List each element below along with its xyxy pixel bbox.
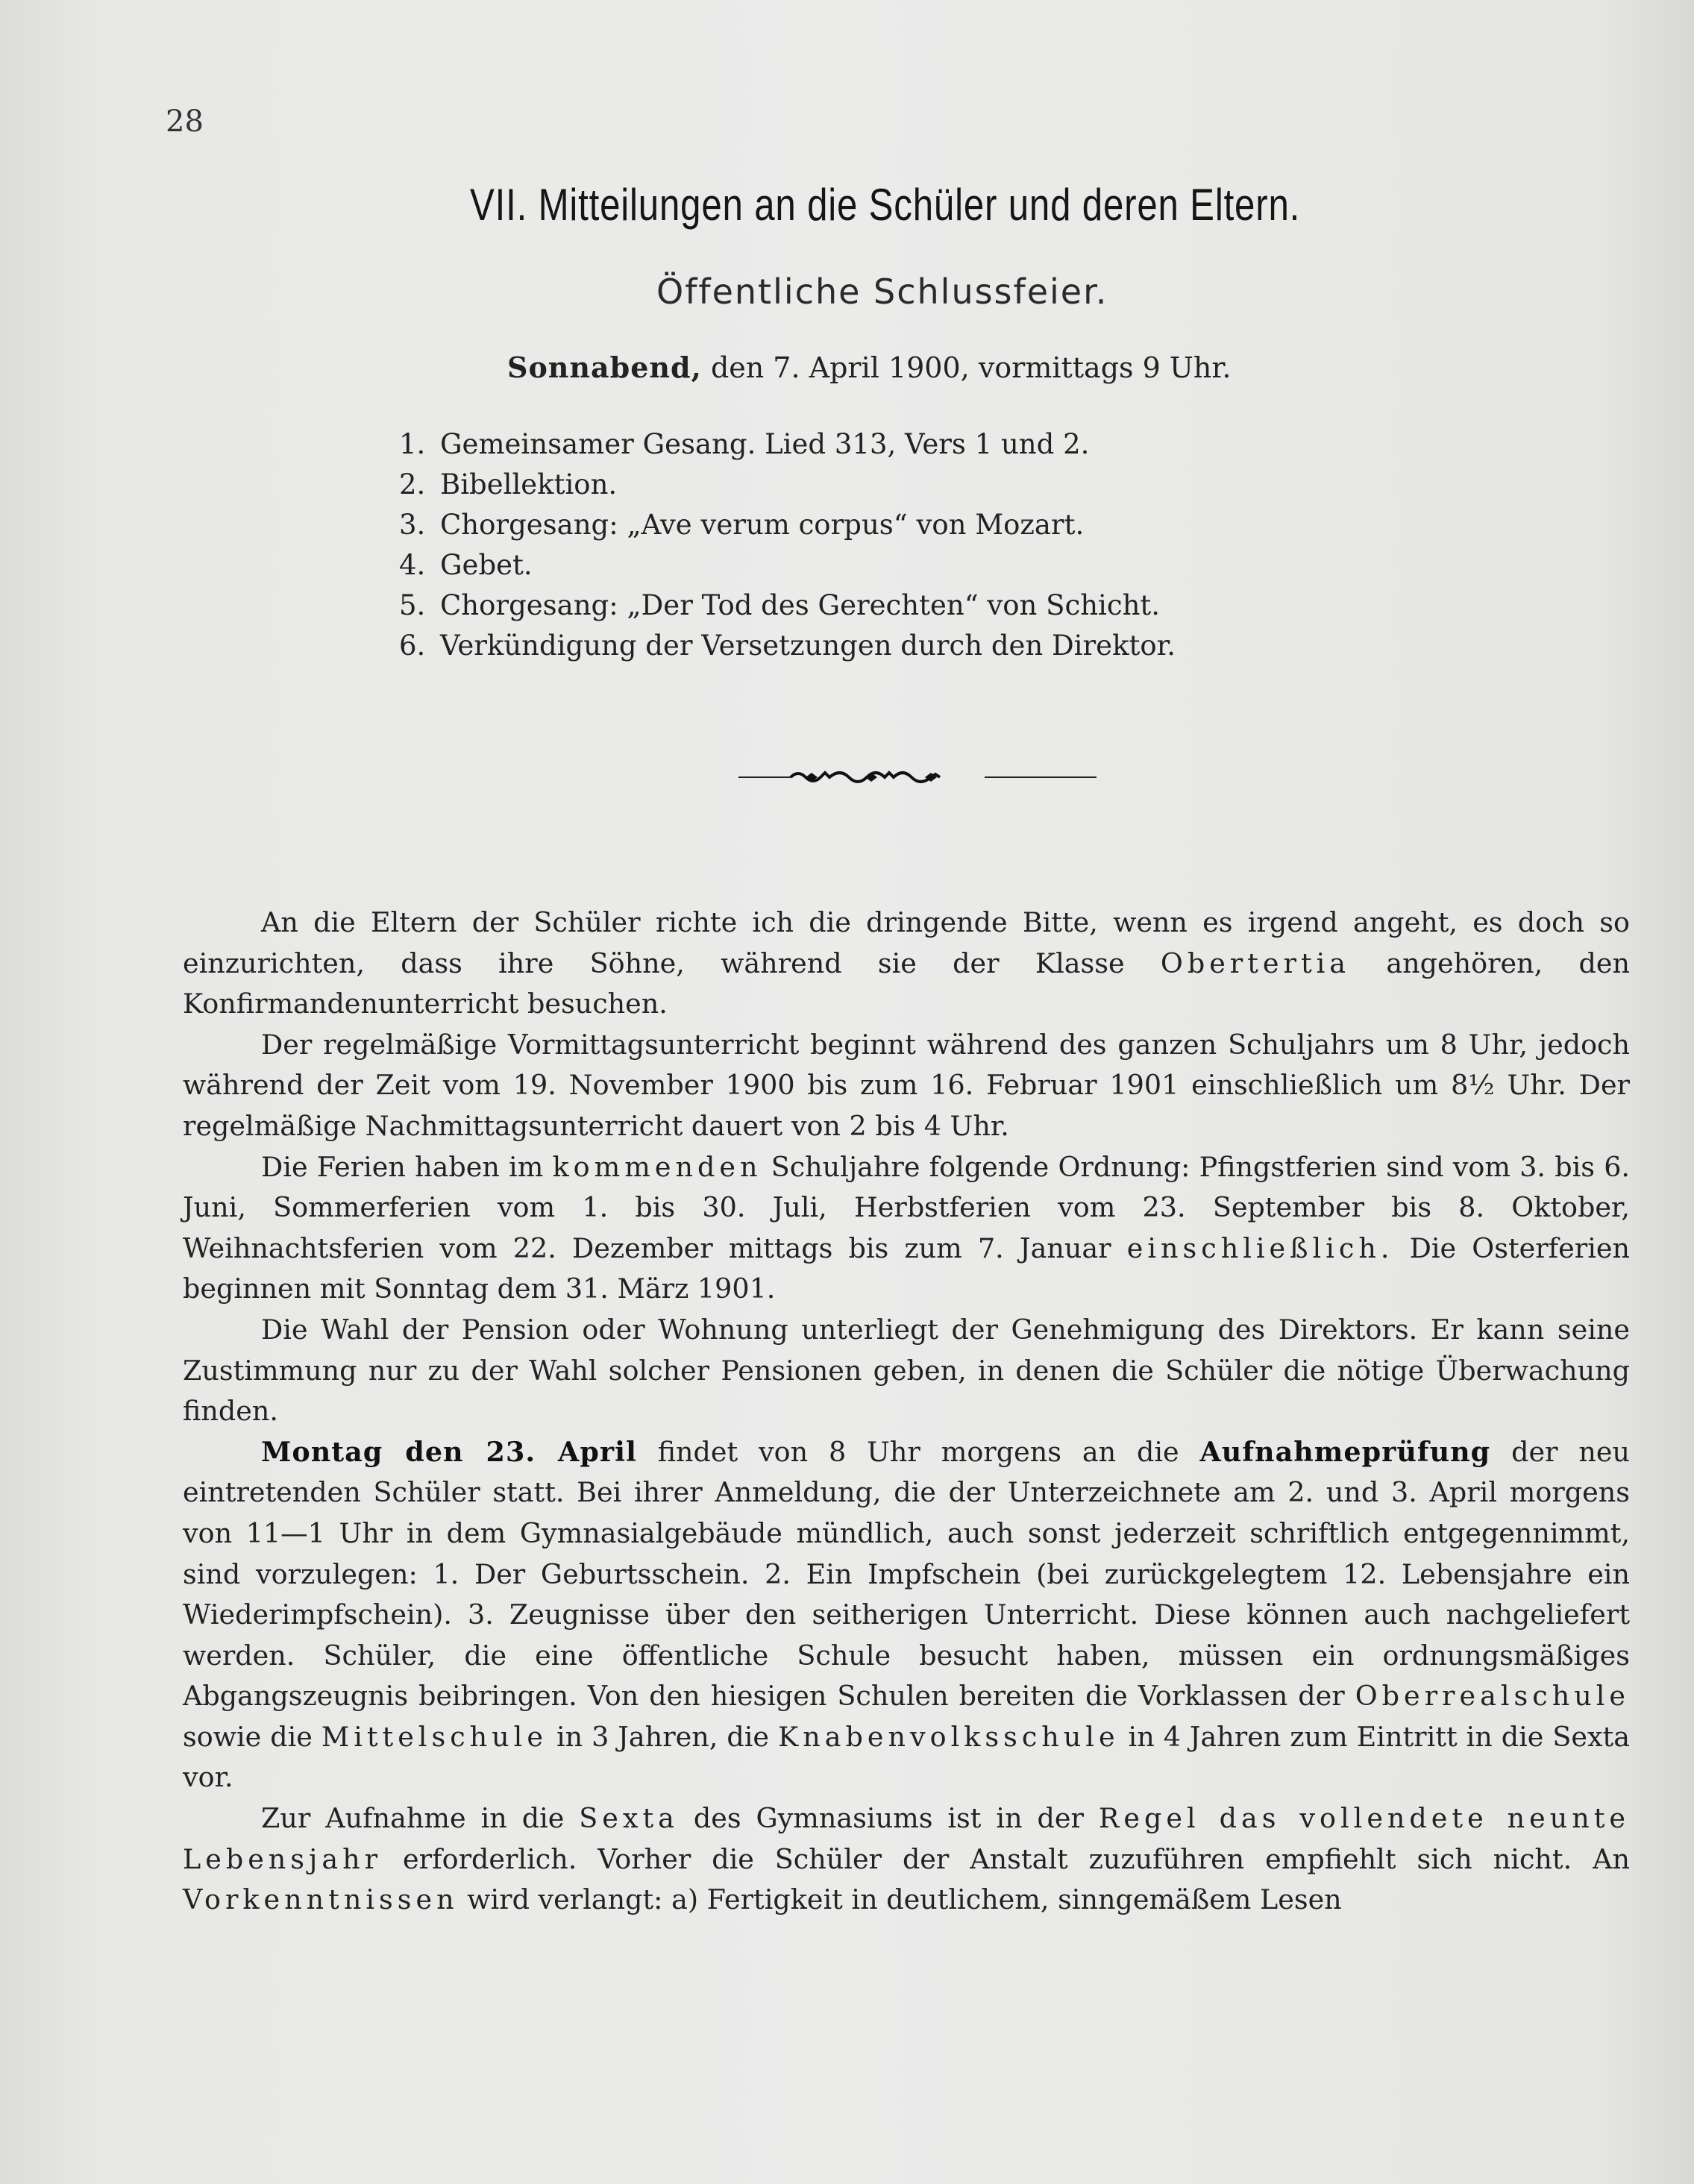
text-run: in 4 Jahren zum Eintritt in die Sexta vor.	[183, 1720, 1630, 1794]
program-item	[399, 549, 1176, 589]
program-item-text: Gebet.	[440, 549, 533, 581]
chapter-title: VII. Mitteilungen an die Schüler und deren Eltern.	[470, 180, 1301, 230]
text-run: Der regelmäßige Vormittagsunterricht beginnt während des ganzen Schuljahrs um 8 Uhr, jedoch während der Zeit vom 19. November 1900 bis zum 16. Februar 1901 einschließlich um 8½ Uhr. Der regelmäßige Nachmittagsunterricht dauert von 2 bis 4 Uhr.	[183, 1028, 1630, 1142]
text-run: Schuljahre folgende Ordnung: Pfingstferien sind vom 3. bis 6. Juni, Sommerferien vom 1. bis 30. Juli, Herbstferien vom 23. September bis 8. Oktober, Weihnachtsferien vom 22. Dezember mittags bis zum 7. Januar	[183, 1150, 1631, 1264]
text-run: des Gymnasiums ist in der	[693, 1802, 1084, 1835]
spaced-term: Regel das vollendete neunte Lebensjahr	[183, 1802, 1631, 1875]
paragraph-admission-exam	[183, 1432, 1630, 1798]
paragraph-lesson-times	[183, 1025, 1630, 1147]
program-item-text: Chorgesang: „Ave verum corpus“ von Mozart.	[440, 509, 1085, 541]
text-run: Die Wahl der Pension oder Wohnung unterliegt der Genehmigung des Direktors. Er kann seine Zustimmung nur zu der Wahl solcher Pensionen geben, in denen die Schüler die nötige Überwachung finden.	[183, 1313, 1630, 1428]
event-date-line	[507, 351, 1231, 384]
text-run: erforderlich. Vorher die Schüler der Anstalt zuzuführen empfiehlt sich nicht. An	[403, 1842, 1630, 1875]
program-item-number: 3.	[399, 509, 426, 541]
program-item-text: Chorgesang: „Der Tod des Gerechten“ von Schicht.	[440, 589, 1161, 621]
spaced-term: Knabenvolksschule	[777, 1720, 1120, 1753]
bold-term: Montag den 23. April	[261, 1435, 637, 1468]
paragraph-holidays	[183, 1147, 1630, 1310]
program-item	[399, 509, 1176, 549]
spaced-term: Mittelschule	[321, 1720, 548, 1753]
text-run: angehören, den Konfirmandenunterricht besuchen.	[183, 947, 1630, 1020]
text-run: Zur Aufnahme in die	[261, 1802, 565, 1835]
program-item-number: 5.	[399, 589, 426, 621]
text-run: wird verlangt: a) Fertigkeit in deutlichem, sinngemäßem Lesen	[467, 1883, 1342, 1916]
program-item-text: Gemeinsamer Gesang. Lied 313, Vers 1 und 2.	[440, 428, 1090, 460]
text-run: findet von 8 Uhr morgens an die	[657, 1435, 1179, 1468]
text-run: An die Eltern der Schüler richte ich die dringende Bitte, wenn es irgend angeht, es doch so einzurichten, dass ihre Söhne, während sie der Klasse	[183, 906, 1630, 979]
text-run: sowie die	[183, 1720, 313, 1753]
program-item-number: 6.	[399, 630, 426, 662]
spaced-term: Vorkenntnissen	[183, 1883, 459, 1916]
spaced-term: einschließlich.	[1126, 1231, 1394, 1264]
paragraph-boarding	[183, 1310, 1630, 1432]
body-text	[183, 903, 1630, 1921]
program-item-number: 2.	[399, 468, 426, 501]
paragraph-confirmation	[183, 903, 1630, 1025]
spaced-term: Sexta	[579, 1802, 679, 1835]
program-item-number: 4.	[399, 549, 426, 581]
program-item	[399, 630, 1176, 670]
program-item-text: Verkündigung der Versetzungen durch den Direktor.	[440, 630, 1176, 662]
ceremony-program-list	[399, 428, 1176, 670]
program-item	[399, 468, 1176, 509]
spaced-term: Oberrealschule	[1355, 1680, 1630, 1713]
event-day: Sonnabend,	[507, 351, 702, 384]
text-run: Die Osterferien beginnen mit Sonntag dem 31. März 1901.	[183, 1231, 1631, 1305]
event-date: den 7. April 1900, vormittags 9 Uhr.	[710, 351, 1232, 384]
spaced-term: kommenden	[552, 1150, 762, 1183]
program-item	[399, 589, 1176, 630]
spaced-term: Obertertia	[1160, 947, 1351, 979]
program-item	[399, 428, 1176, 468]
program-item-number: 1.	[399, 428, 426, 460]
text-run: in 3 Jahren, die	[556, 1720, 769, 1753]
paragraph-sexta-requirements	[183, 1798, 1630, 1921]
bold-term: Aufnahmeprüfung	[1199, 1435, 1491, 1468]
text-run: der neu eintretenden Schüler statt. Bei ihrer Anmeldung, die der Unterzeichnete am 2. und 3. April morgens von 11—1 Uhr in dem Gymnasialgebäude mündlich, auch sonst jederzeit schriftlich entgegennimmt, sind vorzulegen: 1. Der Geburtsschein. 2. Ein Impfschein (bei zurückgelegtem 12. Lebensjahre ein Wiederimpfschein). 3. Zeugnisse über den seitherigen Unterricht. Diese können auch nachgeliefert werden. Schüler, die eine öffentliche Schule besucht haben, müssen ein ordnungsmäßiges Abgangszeugnis beibringen. Von den hiesigen Schulen bereiten die Vorklassen der	[183, 1435, 1630, 1713]
program-item-text: Bibellektion.	[440, 468, 618, 501]
page-number: 28	[166, 104, 204, 139]
section-subtitle: Öffentliche Schlussfeier.	[656, 272, 1108, 312]
text-run: Die Ferien haben im	[261, 1150, 544, 1183]
ornamental-divider	[738, 762, 1097, 792]
